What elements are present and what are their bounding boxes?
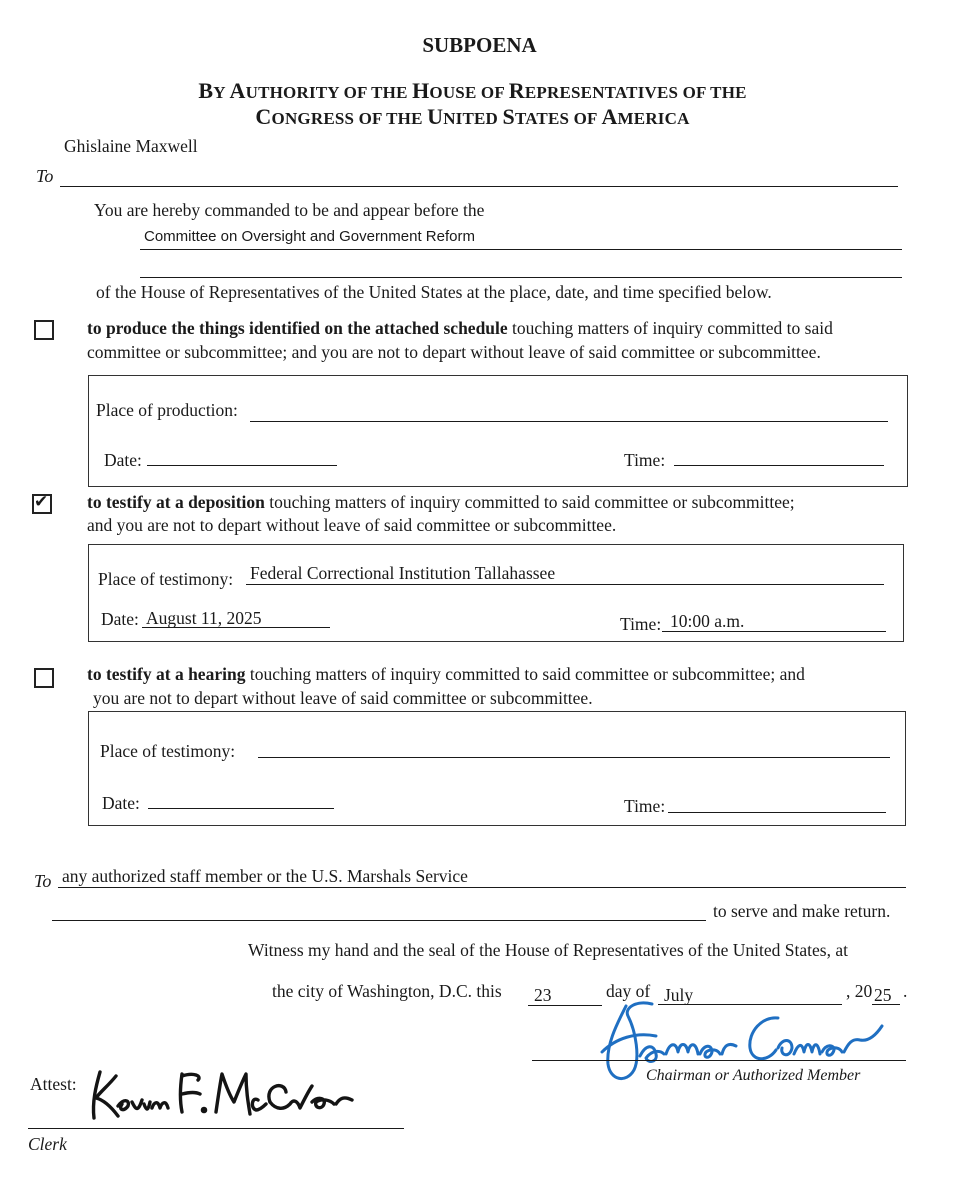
- recipient-name: Ghislaine Maxwell: [64, 136, 198, 156]
- hearing-place-field[interactable]: [258, 757, 890, 758]
- served-by-line: [58, 887, 906, 888]
- chairman-title: Chairman or Authorized Member: [646, 1067, 861, 1084]
- deposition-place-value[interactable]: Federal Correctional Institution Tallahassee: [250, 563, 556, 583]
- authority-capital: U: [427, 104, 444, 129]
- hearing-time-label: Time:: [624, 796, 666, 816]
- hearing-place-label: Place of testimony:: [100, 741, 236, 761]
- deposition-line-1: [87, 492, 795, 513]
- month-value[interactable]: July: [664, 985, 694, 1005]
- of-house-text: of the House of Representatives of the United States at the place, date, and time specified below.: [96, 282, 772, 302]
- checkmark-icon: ✔: [34, 492, 49, 512]
- deposition-date-line: [142, 627, 330, 628]
- witness-text: Witness my hand and the seal of the House of Representatives of the United States, at: [248, 940, 848, 960]
- to-label: To: [36, 166, 54, 186]
- authority-smallcaps: TATES OF: [514, 109, 602, 128]
- hearing-rest-text: touching matters of inquiry committed to said committee or subcommittee; and: [245, 664, 805, 684]
- produce-rest-text: touching matters of inquiry committed to said: [507, 318, 833, 338]
- hearing-date-label: Date:: [102, 793, 140, 813]
- produce-line-1: [87, 318, 833, 339]
- hearing-checkbox[interactable]: [34, 668, 54, 688]
- committee-line-1: [140, 249, 902, 250]
- year-period: .: [903, 981, 908, 1001]
- deposition-time-value[interactable]: 10:00 a.m.: [670, 611, 745, 631]
- served-by-text: any authorized staff member or the U.S. Marshals Service: [62, 866, 468, 886]
- hearing-time-field[interactable]: [668, 812, 886, 813]
- command-text: You are hereby commanded to be and appear before the: [94, 200, 485, 220]
- produce-checkbox[interactable]: [34, 320, 54, 340]
- clerk-signature-line: [28, 1128, 404, 1129]
- place-of-production-label: Place of production:: [96, 400, 238, 420]
- authority-line-1: [0, 78, 945, 104]
- day-of-text: day of: [606, 981, 651, 1001]
- production-date-field[interactable]: [147, 465, 337, 466]
- year-prefix: , 20: [846, 981, 873, 1001]
- deposition-time-line: [662, 631, 886, 632]
- committee-line-2: [140, 277, 902, 278]
- authority-capital: S: [502, 104, 515, 129]
- authority-capital: A: [229, 78, 246, 103]
- attest-label: Attest:: [30, 1074, 77, 1094]
- production-box: [88, 375, 908, 487]
- deposition-checkbox[interactable]: [32, 494, 52, 514]
- service-to-label: To: [34, 871, 52, 891]
- authority-capital: H: [412, 78, 430, 103]
- authority-smallcaps: Y: [213, 83, 230, 102]
- deposition-date-value[interactable]: August 11, 2025: [146, 608, 262, 628]
- produce-line-2: committee or subcommittee; and you are not to depart without leave of said committee or subcommittee.: [87, 342, 821, 362]
- hearing-line-2: you are not to depart without leave of said committee or subcommittee.: [93, 688, 593, 708]
- deposition-bold-text: to testify at a deposition: [87, 492, 265, 512]
- produce-bold-text: to produce the things identified on the attached schedule: [87, 318, 508, 338]
- day-value[interactable]: 23: [534, 985, 552, 1005]
- authority-smallcaps: NITED: [443, 109, 503, 128]
- production-date-label: Date:: [104, 450, 142, 470]
- city-text: the city of Washington, D.C. this: [272, 981, 502, 1001]
- production-time-label: Time:: [624, 450, 666, 470]
- authority-capital: A: [601, 104, 618, 129]
- clerk-signature: [86, 1062, 358, 1130]
- deposition-place-label: Place of testimony:: [98, 569, 234, 589]
- authority-smallcaps: OUSE OF: [429, 83, 509, 102]
- authority-smallcaps: EPRESENTATIVES OF THE: [524, 83, 747, 102]
- subpoena-title: SUBPOENA: [422, 33, 537, 57]
- deposition-rest-text: touching matters of inquiry committed to said committee or subcommittee;: [264, 492, 795, 512]
- authority-capital: R: [508, 78, 525, 103]
- clerk-title: Clerk: [28, 1134, 67, 1154]
- deposition-place-line: [246, 584, 884, 585]
- authority-smallcaps: UTHORITY OF THE: [245, 83, 413, 102]
- recipient-line: [60, 186, 898, 187]
- deposition-line-2: and you are not to depart without leave of said committee or subcommittee.: [87, 515, 617, 535]
- authority-capital: C: [255, 104, 272, 129]
- hearing-date-field[interactable]: [148, 808, 334, 809]
- deposition-time-label: Time:: [620, 614, 662, 634]
- day-line: [528, 1005, 602, 1006]
- authority-smallcaps: MERICA: [617, 109, 690, 128]
- authority-capital: B: [198, 78, 214, 103]
- serve-return-text: to serve and make return.: [713, 901, 891, 921]
- place-of-production-field[interactable]: [250, 421, 888, 422]
- production-time-field[interactable]: [674, 465, 884, 466]
- chairman-signature-line: [532, 1060, 906, 1061]
- year-suffix[interactable]: 25: [874, 985, 892, 1005]
- served-by-line-2: [52, 920, 706, 921]
- hearing-line-1: [87, 664, 805, 685]
- authority-smallcaps: ONGRESS OF THE: [271, 109, 428, 128]
- committee-name: Committee on Oversight and Government Reform: [144, 228, 475, 245]
- hearing-bold-text: to testify at a hearing: [87, 664, 246, 684]
- deposition-date-label: Date:: [101, 609, 139, 629]
- authority-line-2: [0, 104, 945, 130]
